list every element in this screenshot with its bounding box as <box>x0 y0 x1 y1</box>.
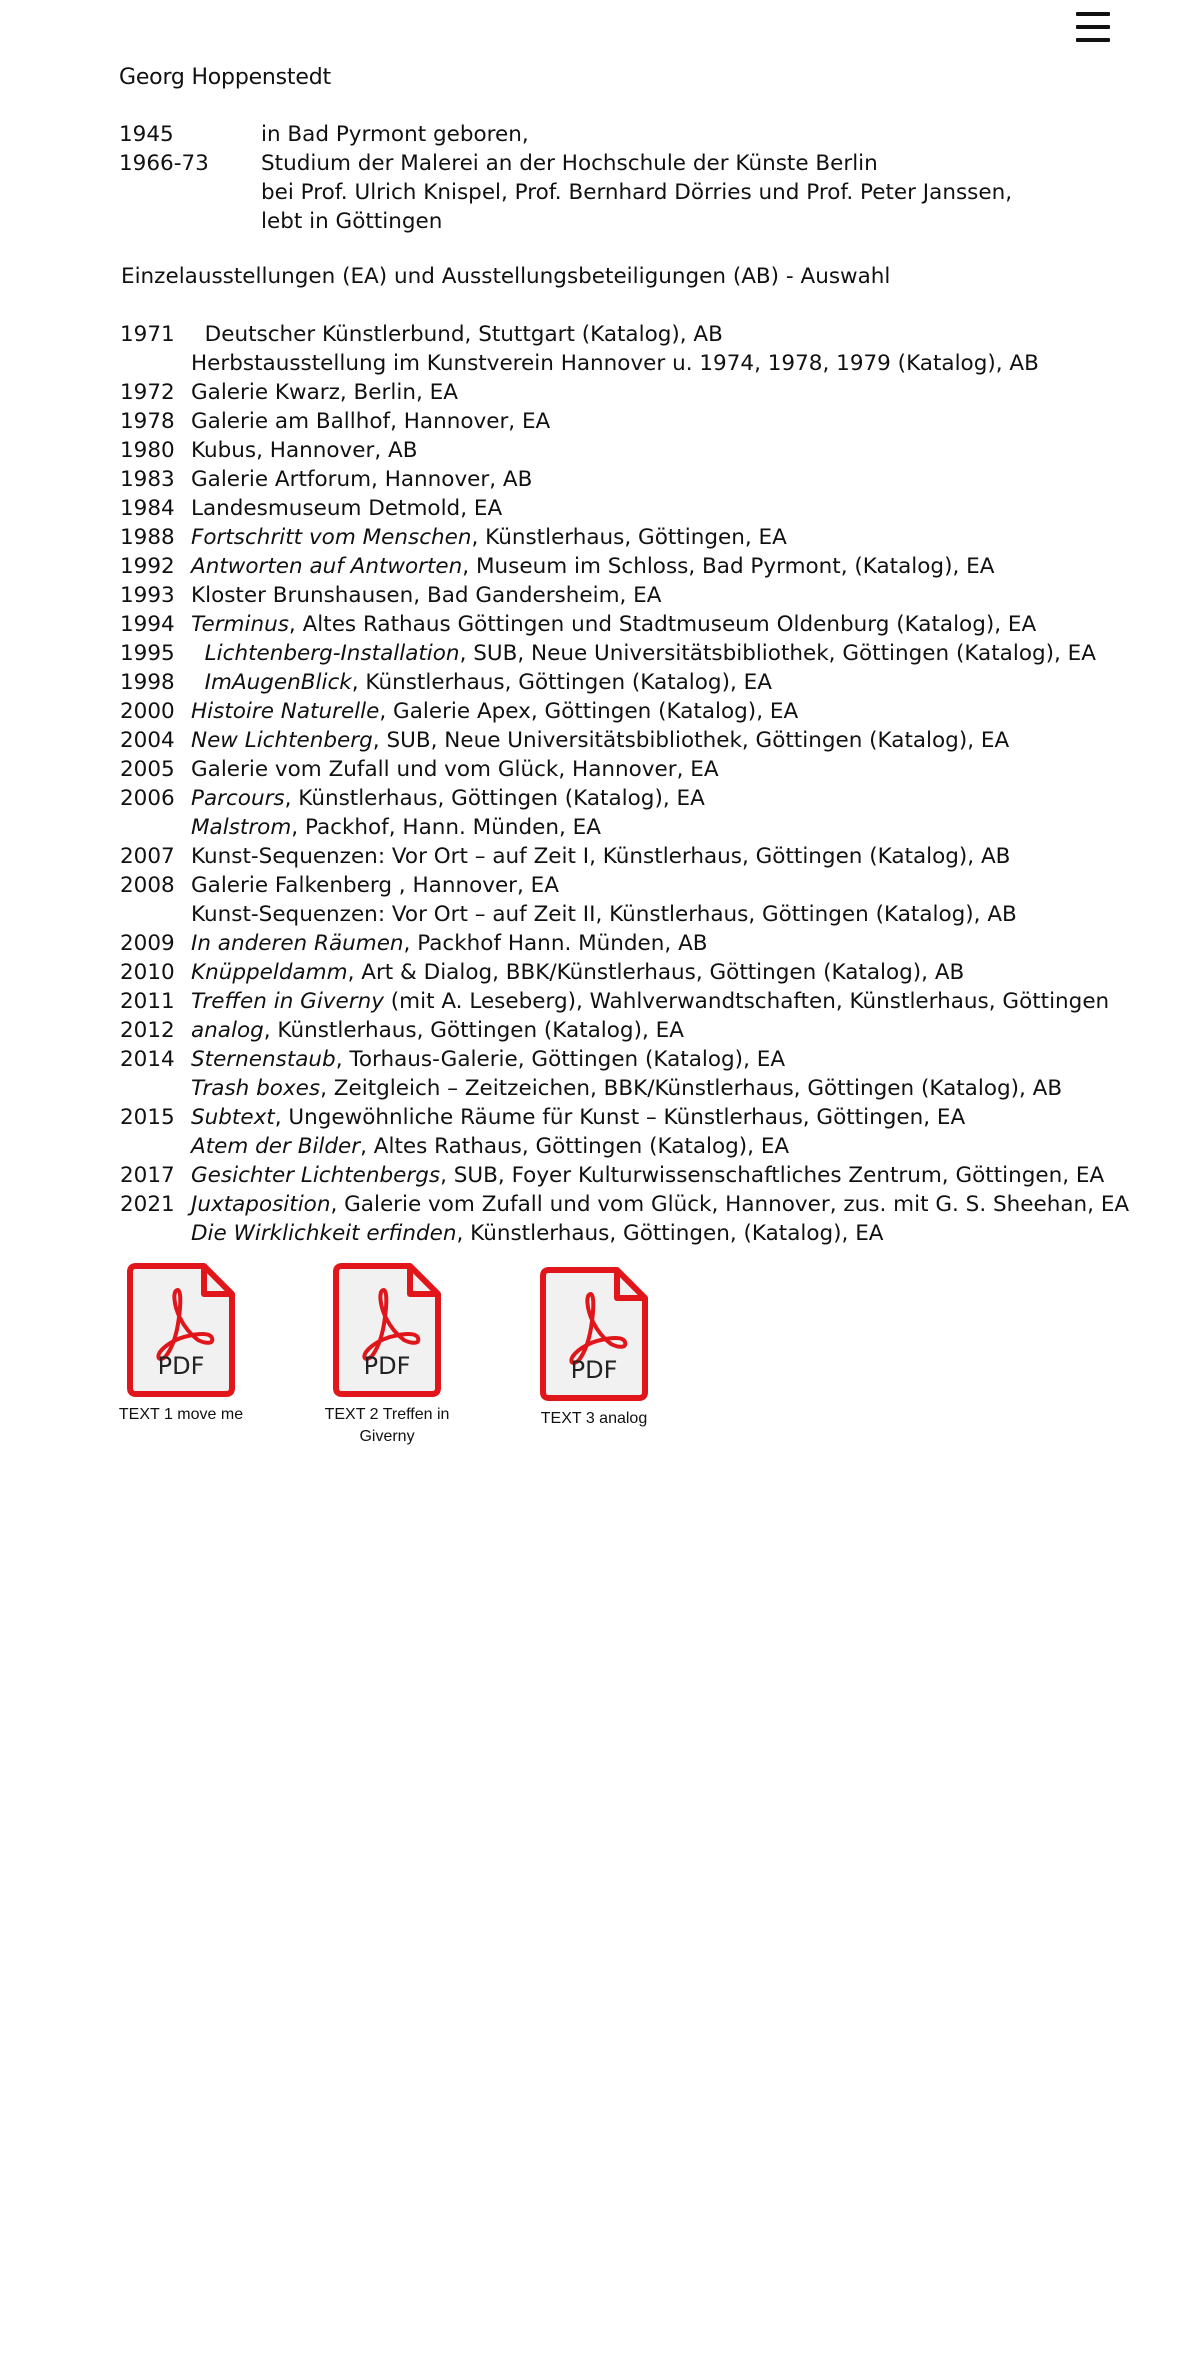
exhibition-title: ImAugenBlick <box>191 670 352 695</box>
exhibition-title: Trash boxes <box>191 1076 321 1101</box>
bio-text: in Bad Pyrmont geboren, <box>261 122 529 147</box>
exhibition-title: Parcours <box>191 786 285 811</box>
exhibition-title: Atem der Bilder <box>191 1134 361 1159</box>
exhibition-year: 2017 <box>120 1163 175 1188</box>
exhibition-row <box>120 552 1129 581</box>
exhibition-year: 2014 <box>120 1047 175 1072</box>
bio-text: lebt in Göttingen <box>261 209 443 234</box>
exhibition-year: 2006 <box>120 786 175 811</box>
exhibition-title: Subtext <box>191 1105 275 1130</box>
exhibition-title: Juxtaposition <box>191 1192 331 1217</box>
exhibition-row <box>120 639 1129 668</box>
exhibition-details: , Packhof Hann. Münden, AB <box>403 931 708 956</box>
exhibition-details: , Museum im Schloss, Bad Pyrmont, (Katalog), EA <box>462 554 995 579</box>
exhibition-year: 1994 <box>120 612 175 637</box>
exhibitions-list <box>120 320 1129 1248</box>
exhibition-details: Kloster Brunshausen, Bad Gandersheim, EA <box>191 583 662 608</box>
exhibition-details: , SUB, Neue Universitätsbibliothek, Göttingen (Katalog), EA <box>459 641 1096 666</box>
exhibition-text <box>191 465 532 494</box>
exhibition-text <box>191 958 964 987</box>
exhibition-details: , Altes Rathaus, Göttingen (Katalog), EA <box>360 1134 790 1159</box>
exhibition-title: Treffen in Giverny <box>191 989 384 1014</box>
exhibition-row <box>120 1103 1129 1132</box>
exhibition-text <box>191 436 417 465</box>
exhibition-year: 2009 <box>120 931 175 956</box>
pdf-icon <box>332 1262 442 1398</box>
exhibition-row <box>120 407 1129 436</box>
biography <box>119 120 1012 236</box>
page-title: Georg Hoppenstedt <box>119 65 331 90</box>
bio-text: bei Prof. Ulrich Knispel, Prof. Bernhard Dörries und Prof. Peter Janssen, <box>261 180 1013 205</box>
exhibition-title: New Lichtenberg <box>191 728 373 753</box>
exhibition-text <box>191 842 1010 871</box>
exhibition-year: 2010 <box>120 960 175 985</box>
exhibition-details: Kunst-Sequenzen: Vor Ort – auf Zeit I, Künstlerhaus, Göttingen (Katalog), AB <box>191 844 1011 869</box>
bio-year: 1945 <box>119 122 174 147</box>
exhibition-row <box>120 1219 1129 1248</box>
exhibition-details: (mit A. Leseberg), Wahlverwandtschaften, Künstlerhaus, Göttingen <box>383 989 1110 1014</box>
exhibition-row <box>120 436 1129 465</box>
exhibition-row <box>120 871 1129 900</box>
bio-entry <box>119 149 1012 236</box>
exhibition-year: 1972 <box>120 380 175 405</box>
exhibition-details: Kubus, Hannover, AB <box>191 438 418 463</box>
bio-text: Studium der Malerei an der Hochschule der Künste Berlin <box>261 151 878 176</box>
exhibition-title: Knüppeldamm <box>191 960 348 985</box>
exhibition-row <box>120 842 1129 871</box>
exhibition-details: Galerie Kwarz, Berlin, EA <box>191 380 458 405</box>
exhibition-details: , Galerie vom Zufall und vom Glück, Hannover, zus. mit G. S. Sheehan, EA <box>330 1192 1130 1217</box>
exhibition-text <box>191 581 661 610</box>
pdf-icon <box>126 1262 236 1398</box>
exhibition-year: 2004 <box>120 728 175 753</box>
pdf-icon-text: PDF <box>570 1356 618 1384</box>
exhibition-text <box>191 610 1036 639</box>
exhibition-text <box>191 1161 1104 1190</box>
pdf-label[interactable]: TEXT 1 move me <box>118 1406 244 1423</box>
exhibition-year: 2015 <box>120 1105 175 1130</box>
exhibition-details: Galerie vom Zufall und vom Glück, Hannover, EA <box>191 757 719 782</box>
exhibition-text <box>191 755 719 784</box>
exhibition-year: 2008 <box>120 873 175 898</box>
pdf-icon-text: PDF <box>363 1352 411 1380</box>
exhibition-text <box>191 407 550 436</box>
pdf-icon-text: PDF <box>157 1352 205 1380</box>
exhibition-text <box>191 1045 785 1074</box>
exhibition-title: In anderen Räumen <box>191 931 404 956</box>
exhibition-title: Gesichter Lichtenbergs <box>191 1163 441 1188</box>
exhibition-text <box>191 784 705 813</box>
exhibition-details: , Galerie Apex, Göttingen (Katalog), EA <box>379 699 799 724</box>
exhibition-text <box>191 320 723 349</box>
exhibition-row <box>120 668 1129 697</box>
exhibition-row <box>120 1161 1129 1190</box>
bio-entry <box>119 120 1012 149</box>
exhibition-row <box>120 610 1129 639</box>
exhibition-text <box>191 523 787 552</box>
exhibition-year: 1988 <box>120 525 175 550</box>
exhibition-text <box>191 1190 1129 1219</box>
exhibition-year: 1992 <box>120 554 175 579</box>
exhibition-year: 1998 <box>120 670 175 695</box>
exhibition-details: , Torhaus-Galerie, Göttingen (Katalog), EA <box>335 1047 786 1072</box>
exhibition-text <box>191 552 994 581</box>
exhibition-row <box>120 900 1129 929</box>
exhibition-details: Galerie am Ballhof, Hannover, EA <box>191 409 551 434</box>
exhibition-year: 1984 <box>120 496 175 521</box>
exhibition-year: 2021 <box>120 1192 175 1217</box>
exhibition-details: , Künstlerhaus, Göttingen, EA <box>471 525 787 550</box>
exhibition-year: 1971 <box>120 322 175 347</box>
exhibition-row <box>120 1016 1129 1045</box>
exhibition-row <box>120 1190 1129 1219</box>
exhibition-row <box>120 697 1129 726</box>
exhibition-year <box>120 1219 191 1248</box>
exhibition-row <box>120 1074 1129 1103</box>
exhibition-title: Antworten auf Antworten <box>191 554 463 579</box>
exhibition-text <box>191 929 708 958</box>
exhibition-row <box>120 378 1129 407</box>
exhibition-title: analog <box>191 1018 264 1043</box>
exhibition-row <box>120 581 1129 610</box>
exhibition-details: Galerie Falkenberg , Hannover, EA <box>191 873 559 898</box>
exhibition-title: Lichtenberg-Installation <box>191 641 460 666</box>
exhibition-text <box>191 639 1096 668</box>
bio-year: 1966-73 <box>119 151 209 176</box>
exhibition-title: Malstrom <box>191 815 292 840</box>
exhibition-details: , Künstlerhaus, Göttingen (Katalog), EA <box>284 786 705 811</box>
exhibition-text <box>191 349 1039 378</box>
pdf-link-text-1[interactable] <box>106 1262 256 1426</box>
exhibition-text <box>191 1074 1062 1103</box>
exhibition-text <box>191 1219 884 1248</box>
pdf-icon <box>539 1266 649 1402</box>
exhibition-row <box>120 349 1129 378</box>
exhibition-text <box>191 1132 789 1161</box>
exhibition-details: , Künstlerhaus, Göttingen (Katalog), EA <box>263 1018 684 1043</box>
exhibition-text <box>191 697 798 726</box>
exhibition-year: 1980 <box>120 438 175 463</box>
exhibition-text <box>191 871 559 900</box>
exhibition-details: Herbstausstellung im Kunstverein Hannover u. 1974, 1978, 1979 (Katalog), AB <box>191 351 1039 376</box>
exhibition-row <box>120 726 1129 755</box>
exhibition-details: Deutscher Künstlerbund, Stuttgart (Katalog), AB <box>191 322 723 347</box>
exhibition-row <box>120 929 1129 958</box>
exhibition-details: , Künstlerhaus, Göttingen (Katalog), EA <box>351 670 772 695</box>
exhibition-year: 2005 <box>120 757 175 782</box>
exhibition-details: Landesmuseum Detmold, EA <box>191 496 503 521</box>
exhibition-year <box>120 1074 191 1103</box>
exhibition-text <box>191 494 502 523</box>
exhibition-details: , SUB, Neue Universitätsbibliothek, Göttingen (Katalog), EA <box>372 728 1010 753</box>
exhibition-text <box>191 1016 684 1045</box>
exhibition-year: 1995 <box>120 641 175 666</box>
exhibition-row <box>120 987 1129 1016</box>
exhibition-row <box>120 1045 1129 1074</box>
exhibition-year <box>120 900 191 929</box>
exhibition-title: Histoire Naturelle <box>191 699 380 724</box>
exhibition-details: , Zeitgleich – Zeitzeichen, BBK/Künstlerhaus, Göttingen (Katalog), AB <box>320 1076 1063 1101</box>
exhibition-year: 2007 <box>120 844 175 869</box>
exhibition-details: , Altes Rathaus Göttingen und Stadtmuseum Oldenburg (Katalog), EA <box>288 612 1037 637</box>
exhibition-year <box>120 1132 191 1161</box>
pdf-link-text-2[interactable] <box>312 1262 462 1448</box>
exhibition-details: , Künstlerhaus, Göttingen, (Katalog), EA <box>456 1221 884 1246</box>
exhibition-year: 2000 <box>120 699 175 724</box>
exhibition-details: Kunst-Sequenzen: Vor Ort – auf Zeit II, Künstlerhaus, Göttingen (Katalog), AB <box>191 902 1017 927</box>
exhibition-text <box>191 726 1009 755</box>
pdf-link-text-3[interactable] <box>519 1266 669 1430</box>
hamburger-menu-icon[interactable] <box>1076 10 1110 44</box>
exhibition-text <box>191 813 601 842</box>
exhibitions-heading: Einzelausstellungen (EA) und Ausstellungsbeteiligungen (AB) - Auswahl <box>121 264 891 289</box>
pdf-label[interactable]: TEXT 2 Treffen in Giverny <box>324 1406 450 1445</box>
exhibition-year: 2012 <box>120 1018 175 1043</box>
exhibition-year: 2011 <box>120 989 175 1014</box>
exhibition-row <box>120 465 1129 494</box>
exhibition-year: 1983 <box>120 467 175 492</box>
exhibition-text <box>191 1103 965 1132</box>
exhibition-row <box>120 813 1129 842</box>
exhibition-row <box>120 755 1129 784</box>
pdf-label[interactable]: TEXT 3 analog <box>540 1410 648 1427</box>
exhibition-year <box>120 349 191 378</box>
exhibition-details: , Packhof, Hann. Münden, EA <box>291 815 601 840</box>
exhibition-text <box>191 900 1017 929</box>
exhibition-row <box>120 784 1129 813</box>
exhibition-row <box>120 494 1129 523</box>
exhibition-title: Terminus <box>191 612 289 637</box>
exhibition-title: Die Wirklichkeit erfinden <box>191 1221 457 1246</box>
exhibition-year: 1993 <box>120 583 175 608</box>
exhibition-text <box>191 668 772 697</box>
exhibition-year: 1978 <box>120 409 175 434</box>
exhibition-year <box>120 813 191 842</box>
exhibition-details: Galerie Artforum, Hannover, AB <box>191 467 533 492</box>
exhibition-row <box>120 320 1129 349</box>
exhibition-details: , Art & Dialog, BBK/Künstlerhaus, Göttingen (Katalog), AB <box>347 960 965 985</box>
exhibition-title: Sternenstaub <box>191 1047 336 1072</box>
exhibition-text <box>191 987 1109 1016</box>
exhibition-row <box>120 1132 1129 1161</box>
exhibition-details: , Ungewöhnliche Räume für Kunst – Künstlerhaus, Göttingen, EA <box>274 1105 966 1130</box>
exhibition-details: , SUB, Foyer Kulturwissenschaftliches Zentrum, Göttingen, EA <box>440 1163 1105 1188</box>
exhibition-row <box>120 523 1129 552</box>
exhibition-title: Fortschritt vom Menschen <box>191 525 472 550</box>
exhibition-text <box>191 378 458 407</box>
exhibition-row <box>120 958 1129 987</box>
